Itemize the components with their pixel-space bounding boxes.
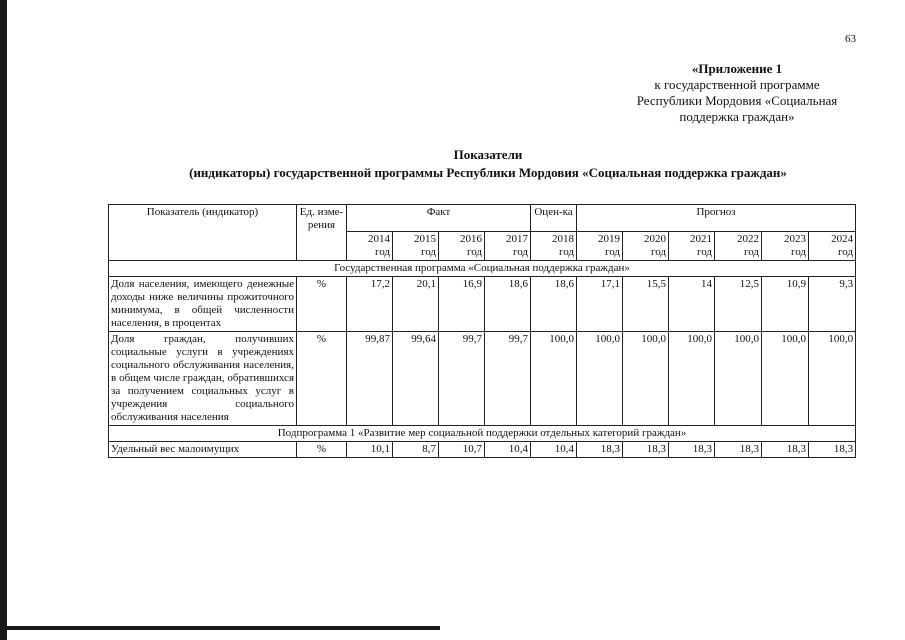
value-cell: 100,0	[577, 332, 623, 426]
value-cell: 17,2	[347, 277, 393, 332]
appendix-block	[537, 61, 857, 125]
value-cell: 99,64	[393, 332, 439, 426]
value-cell: 10,4	[531, 442, 577, 458]
year-label: 2016	[460, 233, 482, 245]
year-unit: год	[605, 246, 621, 258]
appendix-line: поддержка граждан»	[679, 109, 795, 124]
title-line-1: Показатели	[453, 147, 523, 162]
appendix-line: Республики Мордовия «Социальная	[636, 93, 838, 108]
scan-left-edge	[0, 0, 7, 640]
header-row-1	[109, 205, 856, 232]
value-cell: 99,7	[485, 332, 531, 426]
header-year-2017	[485, 232, 531, 261]
header-year-2015	[393, 232, 439, 261]
indicator-unit: %	[297, 277, 347, 332]
header-year-2018	[531, 232, 577, 261]
value-cell: 18,3	[715, 442, 762, 458]
year-unit: год	[420, 246, 436, 258]
table-body	[109, 261, 856, 458]
value-cell: 100,0	[669, 332, 715, 426]
page-number: 63	[845, 33, 856, 45]
value-cell: 17,1	[577, 277, 623, 332]
header-year-2023	[762, 232, 809, 261]
value-cell: 18,3	[577, 442, 623, 458]
year-label: 2019	[598, 233, 621, 245]
year-unit: год	[513, 246, 529, 258]
value-cell: 20,1	[393, 277, 439, 332]
value-cell: 9,3	[809, 277, 856, 332]
year-unit: год	[744, 246, 760, 258]
indicator-name: Доля населения, имеющего денежные доходы ниже величины прожиточного минимума, в общей численности населения, в процентах	[109, 277, 297, 332]
value-cell: 10,4	[485, 442, 531, 458]
year-unit: год	[466, 246, 482, 258]
indicator-unit: %	[297, 332, 347, 426]
value-cell: 100,0	[623, 332, 669, 426]
header-forecast: Прогноз	[577, 205, 856, 232]
table-row	[109, 332, 856, 426]
year-label: 2023	[784, 233, 807, 245]
value-cell: 10,9	[762, 277, 809, 332]
year-label: 2014	[368, 233, 390, 245]
header-fact: Факт	[347, 205, 531, 232]
value-cell: 16,9	[439, 277, 485, 332]
value-cell: 8,7	[393, 442, 439, 458]
year-label: 2015	[414, 233, 436, 245]
header-year-2024	[809, 232, 856, 261]
document-title	[108, 146, 868, 182]
year-label: 2024	[831, 233, 854, 245]
value-cell: 15,5	[623, 277, 669, 332]
year-unit: год	[559, 246, 575, 258]
header-year-2016	[439, 232, 485, 261]
indicator-unit: %	[297, 442, 347, 458]
appendix-title: «Приложение 1	[691, 61, 783, 76]
header-year-2022	[715, 232, 762, 261]
appendix-line: к государственной программе	[654, 77, 820, 92]
section-title: Подпрограмма 1 «Развитие мер социальной поддержки отдельных категорий граждан»	[109, 426, 856, 442]
value-cell: 100,0	[809, 332, 856, 426]
value-cell: 100,0	[762, 332, 809, 426]
value-cell: 100,0	[531, 332, 577, 426]
value-cell: 18,3	[762, 442, 809, 458]
value-cell: 99,7	[439, 332, 485, 426]
value-cell: 18,3	[809, 442, 856, 458]
table-row	[109, 277, 856, 332]
value-cell: 99,87	[347, 332, 393, 426]
year-label: 2017	[506, 233, 529, 245]
header-year-2019	[577, 232, 623, 261]
header-indicator: Показатель (индикатор)	[109, 205, 297, 261]
year-unit: год	[697, 246, 713, 258]
value-cell: 18,3	[669, 442, 715, 458]
value-cell: 18,6	[531, 277, 577, 332]
section-row-program	[109, 261, 856, 277]
value-cell: 10,1	[347, 442, 393, 458]
year-unit: год	[838, 246, 854, 258]
header-unit: Ед. изме-рения	[297, 205, 347, 261]
table-row	[109, 442, 856, 458]
header-year-2014	[347, 232, 393, 261]
year-unit: год	[651, 246, 667, 258]
indicator-name: Доля граждан, получивших социальные услуги в учреждениях социального обслуживания населения, в общем числе граждан, обратившихся за получением социальных услуг в учреждения социального обслуживания населения	[109, 332, 297, 426]
header-year-2021	[669, 232, 715, 261]
year-unit: год	[791, 246, 807, 258]
year-label: 2018	[552, 233, 575, 245]
scan-bottom-edge	[0, 626, 440, 630]
year-label: 2020	[644, 233, 667, 245]
value-cell: 12,5	[715, 277, 762, 332]
section-title: Государственная программа «Социальная поддержка граждан»	[109, 261, 856, 277]
value-cell: 100,0	[715, 332, 762, 426]
indicators-table	[108, 204, 856, 458]
indicator-name: Удельный вес малоимущих	[109, 442, 297, 458]
value-cell: 18,3	[623, 442, 669, 458]
section-row-subprogram-1	[109, 426, 856, 442]
year-unit: год	[374, 246, 390, 258]
value-cell: 14	[669, 277, 715, 332]
year-label: 2022	[737, 233, 760, 245]
title-line-2: (индикаторы) государственной программы Республики Мордовия «Социальная поддержка граждан»	[189, 165, 787, 180]
header-year-2020	[623, 232, 669, 261]
value-cell: 10,7	[439, 442, 485, 458]
header-estimate: Оцен-ка	[531, 205, 577, 232]
year-label: 2021	[690, 233, 713, 245]
value-cell: 18,6	[485, 277, 531, 332]
